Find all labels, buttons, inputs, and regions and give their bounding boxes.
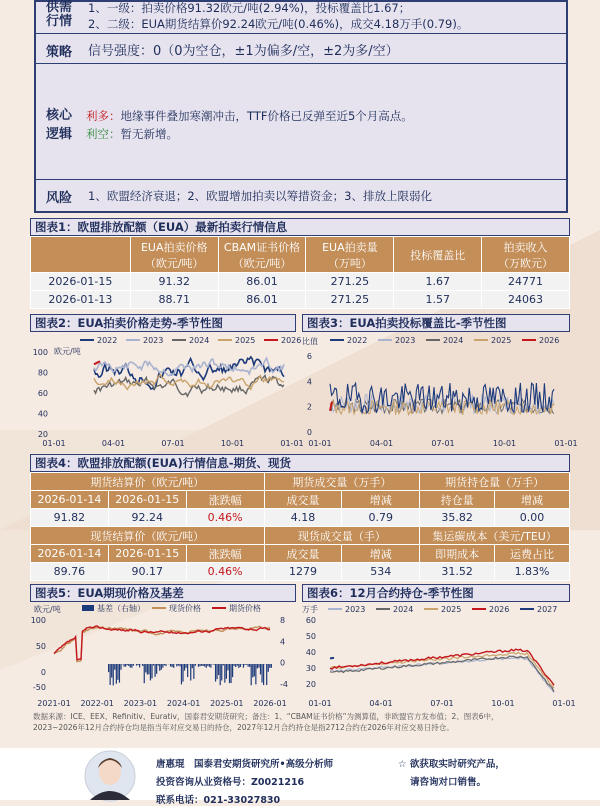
contact-note: ☆ 欲获取实时研究产品， [398, 756, 505, 770]
basis-bar [172, 664, 173, 667]
table-cell: 4.18 [264, 509, 342, 527]
basis-bar [246, 664, 247, 665]
legend-label: 2024 [189, 336, 209, 345]
table-cell: 24063 [482, 291, 570, 309]
legend-label: 2023 [143, 336, 163, 345]
basis-bar [190, 664, 191, 681]
group-header: 现货成交量（手） [264, 527, 420, 545]
analyst-avatar [84, 750, 136, 802]
basis-bar [251, 664, 252, 685]
basis-bar [248, 664, 249, 667]
basis-bar [130, 664, 131, 668]
column-header: 成交量 [264, 545, 342, 563]
basis-bar [271, 664, 272, 668]
futures-spot-basis-chart [30, 602, 298, 710]
table-cell: 0.79 [342, 509, 420, 527]
y-tick-label: 20 [38, 430, 48, 439]
x-tick-label: 2024-01 [167, 699, 200, 708]
table-cell: 1.57 [394, 291, 482, 309]
basis-bar [110, 664, 111, 685]
column-header: 2026-01-15 [108, 545, 186, 563]
table1-title: 图表1：欧盟排放配额（EUA）最新拍卖行情信息 [30, 218, 570, 236]
legend-label: 2026 [281, 336, 301, 345]
table-cell: 1279 [264, 563, 342, 581]
legend-label: 2025 [235, 336, 255, 345]
y-tick-label: 2 [307, 403, 312, 412]
analyst-name: 唐惠琨 国泰君安期货研究所•高级分析师 [156, 756, 333, 770]
x-tick-label: 2026-01 [253, 699, 286, 708]
legend-label: 2025 [491, 336, 511, 345]
basis-bar [162, 664, 163, 668]
table-cell: 86.01 [218, 291, 306, 309]
legend-label: 2023 [345, 605, 365, 614]
legend-label: 2026 [489, 605, 509, 614]
basis-bar [108, 664, 109, 672]
futures-spot-table [30, 472, 570, 581]
basis-bar [155, 664, 156, 677]
basis-bar [240, 664, 241, 667]
row-heading: 核心 [46, 104, 72, 123]
x-tick-label: 07-01 [430, 699, 453, 708]
basis-bar [173, 664, 174, 668]
summary-row-strategy [36, 34, 566, 64]
table-cell: 0.46% [186, 509, 264, 527]
x-tick-label: 01-01 [308, 699, 331, 708]
basis-bar [206, 664, 207, 668]
basis-bar [193, 664, 194, 679]
basis-bar [136, 664, 137, 666]
y-tick-label-left: -50 [33, 683, 46, 692]
x-tick-label: 10-01 [491, 699, 514, 708]
footnote-line: 数据来源：ICE、EEX、Refinitiv、Eurativ，国泰君安期货研究；备注：1、“CBAM证书价格”为测算值，非欧盟官方发布值；2、图表6中， [33, 711, 573, 722]
y-tick-label-right: -4 [280, 680, 288, 689]
bull-label: 利多： [86, 109, 121, 123]
basis-bar [116, 664, 117, 684]
basis-bar [207, 664, 208, 666]
y-tick-label-right: 8 [280, 616, 285, 625]
table-cell: 35.82 [420, 509, 495, 527]
table-cell: 534 [342, 563, 420, 581]
x-tick-label: 2023-01 [124, 699, 157, 708]
column-header: 运费占比 [495, 545, 570, 563]
legend-label: 期货价格 [229, 603, 261, 613]
table-cell: 271.25 [306, 291, 394, 309]
column-header: EUA拍卖价格 （欧元/吨） [130, 237, 218, 273]
table-row [31, 291, 570, 309]
table-cell: 89.76 [31, 563, 109, 581]
legend-label: 2022 [97, 336, 117, 345]
row-text: 1、一级：拍卖价格91.32欧元/吨(2.94%)，投标覆盖比1.67； [88, 0, 410, 16]
basis-bar [230, 664, 231, 683]
basis-bar [184, 664, 185, 671]
basis-bar [182, 664, 183, 682]
x-tick-label: 01-01 [554, 439, 577, 448]
y-tick-label: 30 [306, 664, 316, 673]
x-tick-label: 2022-01 [80, 699, 113, 708]
x-tick-label: 01-01 [552, 699, 575, 708]
table-cell: 0.46% [186, 563, 264, 581]
y-tick-label-left: 0 [41, 668, 46, 677]
basis-bar [221, 664, 222, 680]
basis-bar [165, 664, 166, 666]
legend-label: 现货价格 [169, 603, 201, 613]
auction-price-seasonal-chart [30, 334, 298, 452]
basis-bar [209, 664, 210, 667]
basis-bar [114, 664, 115, 670]
chart6-title: 图表6：12月合约持仓-季节性图 [302, 584, 570, 602]
legend-label: 基差（右轴） [97, 603, 145, 613]
basis-bar [179, 664, 180, 666]
x-tick-label: 04-01 [102, 439, 125, 448]
y-tick-label: 6 [307, 352, 312, 361]
summary-row-risk [36, 180, 566, 213]
table-cell: 86.01 [218, 273, 306, 291]
basis-bar [269, 664, 270, 668]
basis-bar [144, 664, 145, 683]
basis-bar [128, 664, 129, 666]
axis-label: 欧元/吨 [34, 604, 61, 614]
y-tick-label-right: 4 [280, 637, 285, 646]
axis-label: 欧元/吨 [54, 346, 81, 356]
dec-contract-oi-seasonal-chart [302, 602, 572, 710]
x-tick-label: 2021-01 [37, 699, 70, 708]
basis-bar [227, 664, 228, 670]
y-tick-label: 40 [38, 410, 48, 419]
column-header: 成交量 [264, 491, 342, 509]
group-header: 期货结算价（欧元/吨） [31, 473, 265, 491]
basis-bar [119, 664, 120, 683]
basis-bar [234, 664, 235, 666]
axis-label: 万手 [302, 604, 318, 614]
chart5-title: 图表5：EUA期现价格及基差 [30, 584, 296, 602]
basis-bar [213, 664, 214, 665]
column-header: 涨跌幅 [186, 545, 264, 563]
table-row [31, 563, 570, 581]
axis-label: 比值 [302, 336, 318, 346]
basis-bar [258, 664, 259, 668]
series-2024-line [330, 656, 554, 692]
row-text: 1、欧盟经济衰退；2、欧盟增加拍卖以筹措资金；3、排放上限弱化 [88, 188, 432, 204]
group-header: 现货结算价（欧元/吨） [31, 527, 265, 545]
x-tick-label: 01-01 [42, 439, 65, 448]
basis-bar [151, 664, 152, 678]
column-header: 投标覆盖比 [394, 237, 482, 273]
legend-label: 2024 [443, 336, 463, 345]
analyst-license: 投资咨询从业资格号：Z0021216 [156, 774, 304, 788]
y-tick-label: 100 [33, 348, 48, 357]
basis-bar [170, 664, 171, 667]
footnote [33, 711, 573, 733]
series-2026-line [330, 649, 554, 685]
row-text: 信号强度：0（0为空仓，±1为偏多/空，±2为多/空） [88, 40, 399, 59]
table-cell: 90.17 [108, 563, 186, 581]
basis-bar [203, 664, 204, 666]
basis-bar [198, 664, 199, 667]
column-header: 持仓量 [420, 491, 495, 509]
basis-bar [226, 664, 227, 679]
basis-bar [120, 664, 121, 670]
x-tick-label: 10-01 [221, 439, 244, 448]
column-header: 2026-01-15 [108, 491, 186, 509]
basis-bar [187, 664, 188, 677]
basis-bar [125, 664, 126, 667]
legend-label: 2023 [395, 336, 415, 345]
basis-bar [139, 664, 140, 667]
basis-bar [145, 664, 146, 672]
table-cell: 271.25 [306, 273, 394, 291]
bull-text: 地缘事件叠加寒潮冲击，TTF价格已反弹至近5个月高点。 [121, 109, 413, 123]
basis-bar [263, 664, 264, 685]
basis-bar [201, 664, 202, 666]
x-tick-label: 2025-01 [210, 699, 243, 708]
basis-bar [224, 664, 225, 683]
y-tick-label: 4 [307, 377, 312, 386]
bear-text: 暂无新增。 [121, 127, 179, 141]
table-cell: 31.52 [420, 563, 495, 581]
x-tick-label: 04-01 [369, 699, 392, 708]
basis-bar [229, 664, 230, 683]
basis-bar [237, 664, 238, 666]
basis-bar [260, 664, 261, 674]
basis-bar [159, 664, 160, 671]
legend-label: 2022 [347, 336, 367, 345]
footer [0, 748, 600, 800]
basis-bar [199, 664, 200, 666]
legend-swatch [82, 605, 94, 611]
basis-bar [232, 664, 233, 677]
group-header: 期货成交量（万手） [264, 473, 420, 491]
basis-bar [150, 664, 151, 680]
basis-bar [111, 664, 112, 678]
basis-bar [238, 664, 239, 668]
column-header: EUA拍卖量 （万吨） [306, 237, 394, 273]
bear-label: 利空： [86, 127, 121, 141]
column-header: 增减 [342, 491, 420, 509]
basis-bar [147, 664, 148, 674]
basis-bar [161, 664, 162, 670]
chart2-title: 图表2：EUA拍卖价格走势-季节性图 [30, 314, 296, 332]
basis-bar [223, 664, 224, 665]
column-header: 2026-01-14 [31, 545, 109, 563]
x-tick-label: 04-01 [370, 439, 393, 448]
basis-bar [204, 664, 205, 667]
basis-bar [255, 664, 256, 684]
table-cell: 1.67 [394, 273, 482, 291]
y-tick-label: 40 [306, 648, 316, 657]
chart3-title: 图表3：EUA拍卖投标覆盖比-季节性图 [302, 314, 570, 332]
basis-bar [148, 664, 149, 674]
basis-bar [210, 664, 211, 668]
y-tick-label: 50 [306, 632, 316, 641]
row-text: 2、二级：EUA期货结算价92.24欧元/吨(0.46%)，成交4.18万手(0.79)。 [88, 16, 468, 32]
column-header: CBAM证书价格 （欧元/吨） [218, 237, 306, 273]
table-row [31, 509, 570, 527]
table-cell: 24771 [482, 273, 570, 291]
column-header: 2026-01-14 [31, 491, 109, 509]
basis-bar [158, 664, 159, 666]
basis-bar [176, 664, 177, 666]
basis-bar [186, 664, 187, 668]
row-heading: 风险 [46, 187, 72, 206]
row-heading: 行情 [46, 10, 72, 29]
y-tick-label: 0 [307, 428, 312, 437]
x-tick-label: 07-01 [431, 439, 454, 448]
group-header: 集运碳成本（美元/TEU） [420, 527, 570, 545]
basis-bar [215, 664, 216, 682]
basis-bar [124, 664, 125, 667]
basis-bar [127, 664, 128, 665]
basis-bar [178, 664, 179, 666]
group-header: 期货持仓量（万手） [420, 473, 570, 491]
basis-bar [131, 664, 132, 668]
row-heading: 供需 [46, 0, 72, 15]
analyst-phone: 联系电话：021-33027830 [156, 792, 280, 806]
legend-label: 2024 [393, 605, 413, 614]
auction-table [30, 236, 570, 309]
x-tick-label: 01-01 [308, 439, 331, 448]
basis-bar [153, 664, 154, 665]
y-tick-label: 80 [38, 369, 48, 378]
table-cell: 2026-01-13 [31, 291, 131, 309]
table-cell: 2026-01-15 [31, 273, 131, 291]
basis-bar [249, 664, 250, 667]
table-cell: 91.32 [130, 273, 218, 291]
legend-label: 2027 [537, 605, 557, 614]
column-header: 增减 [342, 545, 420, 563]
table-cell: 1.83% [495, 563, 570, 581]
basis-bar [113, 664, 114, 685]
column-header: 增减 [495, 491, 570, 509]
table4-title: 图表4：欧盟排放配额(EUA)行情信息-期货、现货 [30, 454, 570, 472]
column-header: 即期成本 [420, 545, 495, 563]
basis-bar [164, 664, 165, 665]
summary-row-supply [36, 2, 566, 34]
x-tick-label: 01-01 [280, 439, 303, 448]
y-tick-label: 20 [306, 680, 316, 689]
x-tick-label: 10-01 [493, 439, 516, 448]
row-heading: 逻辑 [46, 123, 72, 142]
footnote-line: 2023~2026年12月合约持仓均是指当年对应交易日的持仓，2027年12月合约持仓是指2712合约在2026年对应交易日持仓。 [33, 722, 573, 733]
basis-bar [137, 664, 138, 665]
bid-cover-seasonal-chart [302, 334, 572, 452]
legend-label: 2025 [441, 605, 461, 614]
column-header [31, 237, 131, 273]
table-cell: 91.82 [31, 509, 109, 527]
summary-row-logic [36, 64, 566, 180]
basis-bar [218, 664, 219, 675]
y-tick-label-right: 0 [280, 659, 285, 668]
basis-bar [261, 664, 262, 683]
basis-bar [268, 664, 269, 672]
basis-bar [156, 664, 157, 674]
basis-bar [235, 664, 236, 667]
basis-bar [266, 664, 267, 685]
basis-bar [252, 664, 253, 677]
table-cell: 92.24 [108, 509, 186, 527]
basis-bar [181, 664, 182, 684]
basis-bar [254, 664, 255, 676]
column-header: 拍卖收入 （万欧元） [482, 237, 570, 273]
basis-bar [142, 664, 143, 666]
basis-bar [192, 664, 193, 668]
column-header: 涨跌幅 [186, 491, 264, 509]
basis-bar [117, 664, 118, 680]
basis-bar [220, 664, 221, 685]
y-tick-label-left: 100 [31, 616, 46, 625]
basis-bar [133, 664, 134, 666]
contact-note: 请咨询对口销售。 [410, 774, 486, 788]
y-tick-label-left: 50 [36, 642, 46, 651]
basis-bar [244, 664, 245, 665]
y-tick-label: 60 [306, 616, 316, 625]
x-tick-label: 07-01 [161, 439, 184, 448]
y-tick-label: 60 [38, 389, 48, 398]
table-row [31, 273, 570, 291]
basis-bar [243, 664, 244, 668]
basis-bar [217, 664, 218, 679]
basis-bar [257, 664, 258, 668]
table-cell: 0.00 [495, 509, 570, 527]
legend-label: 2026 [539, 336, 559, 345]
row-heading: 策略 [46, 41, 72, 60]
table-cell: 88.71 [130, 291, 218, 309]
summary-box [34, 0, 568, 213]
basis-bar [195, 664, 196, 666]
